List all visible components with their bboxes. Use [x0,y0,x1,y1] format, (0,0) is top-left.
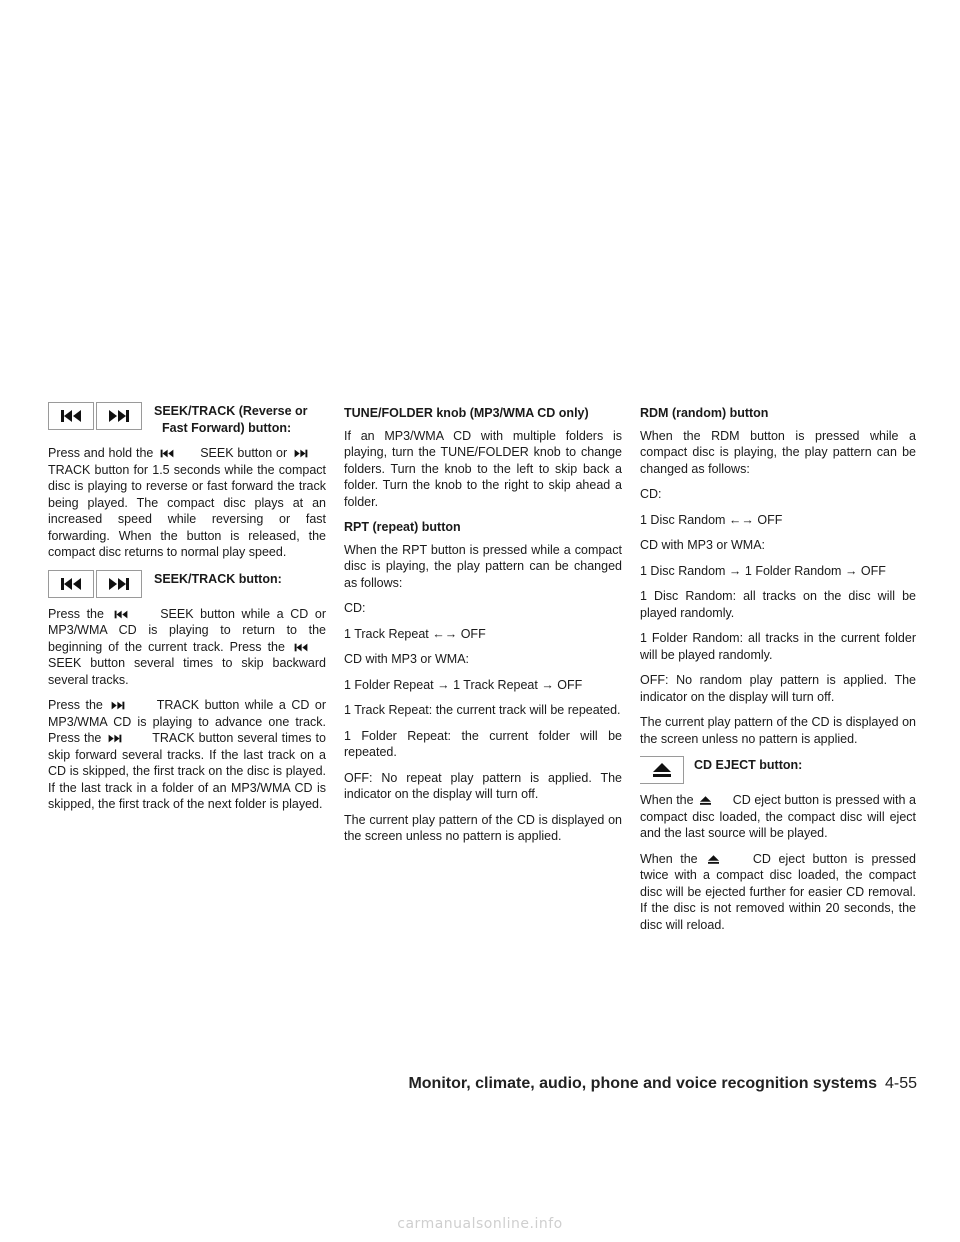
seek-track-heading-2 [48,570,326,598]
page-footer [408,1075,917,1093]
eject-icon [708,855,719,864]
footer-title: Monitor, climate, audio, phone and voice recognition systems [408,1075,877,1092]
track-button-graphic [96,402,142,430]
paragraph: The current play pattern of the CD is displayed on the screen unless no pattern is applied. [344,812,622,843]
eject-button-graphic [640,756,684,784]
paragraph: 1 Track Repeat ←→ OFF [344,626,486,641]
seek-back-icon [60,578,82,590]
paragraph: CD with MP3 or WMA: [640,538,766,552]
tune-folder-heading: TUNE/FOLDER knob (MP3/WMA CD only) [344,406,589,420]
seek-track-title: SEEK/TRACK button: [154,571,282,586]
paragraph: 1 Track Repeat: the current track will be repeated. [344,703,621,717]
track-forward-icon [108,734,122,743]
paragraph: When the CD eject button is pressed with a compact disc loaded, the compact disc will eject and the last source will be played. [640,793,916,840]
title-line-1: SEEK/TRACK (Reverse or [154,404,308,418]
paragraph: Press the TRACK button while a CD or MP3/WMA CD is playing to advance one track. Press the TRACK button several times to skip forward several tracks. If the last track on a CD is skipped, the first track on the disc is played. If the last track in a folder of an MP3/WMA CD is skipped, the first track of the next folder is played. [48,698,327,811]
paragraph: CD with MP3 or WMA: [344,652,470,666]
rdm-heading: RDM (random) button [640,406,769,420]
paragraph: 1 Disc Random → 1 Folder Random → OFF [640,563,886,578]
seek-back-icon [114,610,128,619]
track-button-graphic [96,570,142,598]
column-2 [344,402,622,854]
eject-icon [700,796,711,805]
paragraph: OFF: No repeat play pattern is applied. The indicator on the display will turn off. [344,770,622,801]
track-forward-icon [294,449,308,458]
seek-button-graphic [48,402,94,430]
cd-eject-title: CD EJECT button: [694,758,803,772]
cd-eject-heading [640,756,916,784]
track-forward-icon [111,701,125,710]
paragraph: Press the SEEK button while a CD or MP3/WMA CD is playing to return to the beginning of the current track. Press the SEEK button several times to skip backward several tracks. [48,606,326,687]
paragraph: When the RDM button is pressed while a compact disc is playing, the play pattern can be changed as follows: [640,428,916,476]
page-number: 4-55 [884,1075,917,1092]
paragraph: CD: [640,487,662,501]
paragraph: 1 Folder Random: all tracks in the current folder will be played randomly. [640,631,916,662]
paragraph: If an MP3/WMA CD with multiple folders is playing, turn the TUNE/FOLDER knob to change folders. Turn the knob to the left to skip back a folder. Turn the knob to the right to skip ahead a folder. [344,428,622,509]
track-forward-icon [108,410,130,422]
seek-back-icon [160,449,174,458]
track-forward-icon [108,578,130,590]
paragraph: When the RPT button is pressed while a compact disc is playing, the play pattern can be changed as follows: [344,542,622,590]
seek-button-graphic [48,570,94,598]
paragraph: 1 Folder Repeat → 1 Track Repeat → OFF [344,677,583,692]
paragraph: CD: [344,601,366,615]
seek-track-heading-1 [48,402,326,437]
paragraph: Press and hold the SEEK button or TRACK button for 1.5 seconds while the compact disc is playing to reverse or fast forward the track being played. The compact disc plays at an increased speed while reversing or fast forwarding. When the button is released, the compact disc returns to normal play speed. [48,446,326,559]
rpt-heading: RPT (repeat) button [344,520,461,534]
title-line-2: Fast Forward) button: [162,421,292,435]
paragraph: When the CD eject button is pressed twice with a compact disc loaded, the compact disc will be ejected further for easier CD removal. If the disc is not removed within 20 seconds, the disc will reload. [640,851,916,932]
paragraph: 1 Disc Random ←→ OFF [640,512,783,527]
eject-icon [653,763,671,777]
paragraph: 1 Folder Repeat: the current folder will be repeated. [344,728,622,759]
paragraph: 1 Disc Random: all tracks on the disc will be played randomly. [640,589,916,620]
paragraph: OFF: No random play pattern is applied. The indicator on the display will turn off. [640,673,916,704]
paragraph: The current play pattern of the CD is displayed on the screen unless no pattern is applied. [640,715,916,746]
seek-track-reverse-title [154,402,308,437]
column-3 [640,402,916,942]
watermark: carmanualsonline.info [397,1216,563,1232]
seek-back-icon [60,410,82,422]
column-1 [48,402,326,822]
seek-back-icon [294,643,308,652]
